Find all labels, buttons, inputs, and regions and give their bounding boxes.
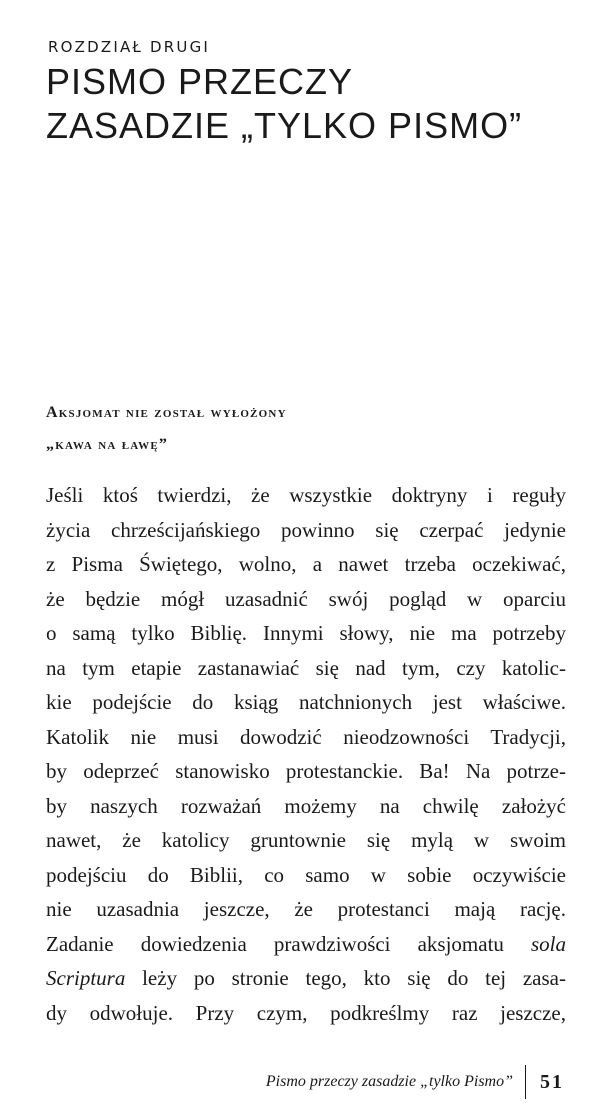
chapter-title (46, 60, 586, 148)
italic-term: Scriptura (46, 966, 126, 990)
section-heading (46, 397, 566, 461)
italic-term: sola (530, 931, 566, 956)
body-line: na tym etapie zastanawiać się nad tym, czy katolic- (46, 655, 566, 680)
section-heading-line-2: „kawa na ławę” (46, 436, 169, 453)
body-line (46, 927, 566, 962)
body-line: Katolik nie musi dowodzić nieodzowności Tradycji, (46, 724, 566, 749)
page-number: 51 (540, 1070, 564, 1093)
chapter-title-line-1: PISMO PRZECZY (46, 61, 354, 102)
body-line: że będzie mógł uzasadnić swój pogląd w oparciu (46, 586, 566, 611)
chapter-title-line-2: ZASADZIE „TYLKO PISMO” (46, 105, 523, 146)
body-line: nie uzasadnia jeszcze, że protestanci mają rację. (46, 897, 566, 921)
body-line: by odeprzeć stanowisko protestanckie. Ba! Na potrze- (46, 759, 566, 783)
section-heading-line-1: Aksjomat nie został wyłożony (46, 404, 287, 421)
body-line: podejściu do Biblii, co samo w sobie oczywiście (46, 862, 566, 887)
body-line: dy odwołuje. Przy czym, podkreślmy raz jeszcze, (46, 1000, 566, 1025)
page-footer (266, 1064, 564, 1100)
body-line: by naszych rozważań możemy na chwilę założyć (46, 793, 566, 818)
body-text-run: Zadanie dowiedzenia prawdziwości aksjomatu (46, 931, 531, 956)
body-line: kie podejście do ksiąg natchnionych jest właściwe. (46, 690, 566, 714)
chapter-label: ROZDZIAŁ DRUGI (48, 38, 211, 56)
body-line: nawet, że katolicy gruntownie się mylą w swoim (46, 828, 566, 852)
body-text-run: leży po stronie tego, kto się do tej zasa- (125, 966, 566, 990)
body-line: Jeśli ktoś twierdzi, że wszystkie doktryny i reguły (46, 483, 566, 507)
body-line: z Pisma Świętego, wolno, a nawet trzeba oczekiwać, (46, 552, 566, 576)
body-line: życia chrześcijańskiego powinno się czerpać jedynie (46, 517, 566, 542)
body-line (46, 961, 566, 996)
running-title: Pismo przeczy zasadzie „tylko Pismo” (265, 1073, 513, 1090)
body-text (46, 478, 566, 1030)
body-line: o samą tylko Biblię. Innymi słowy, nie ma potrzeby (46, 621, 566, 645)
